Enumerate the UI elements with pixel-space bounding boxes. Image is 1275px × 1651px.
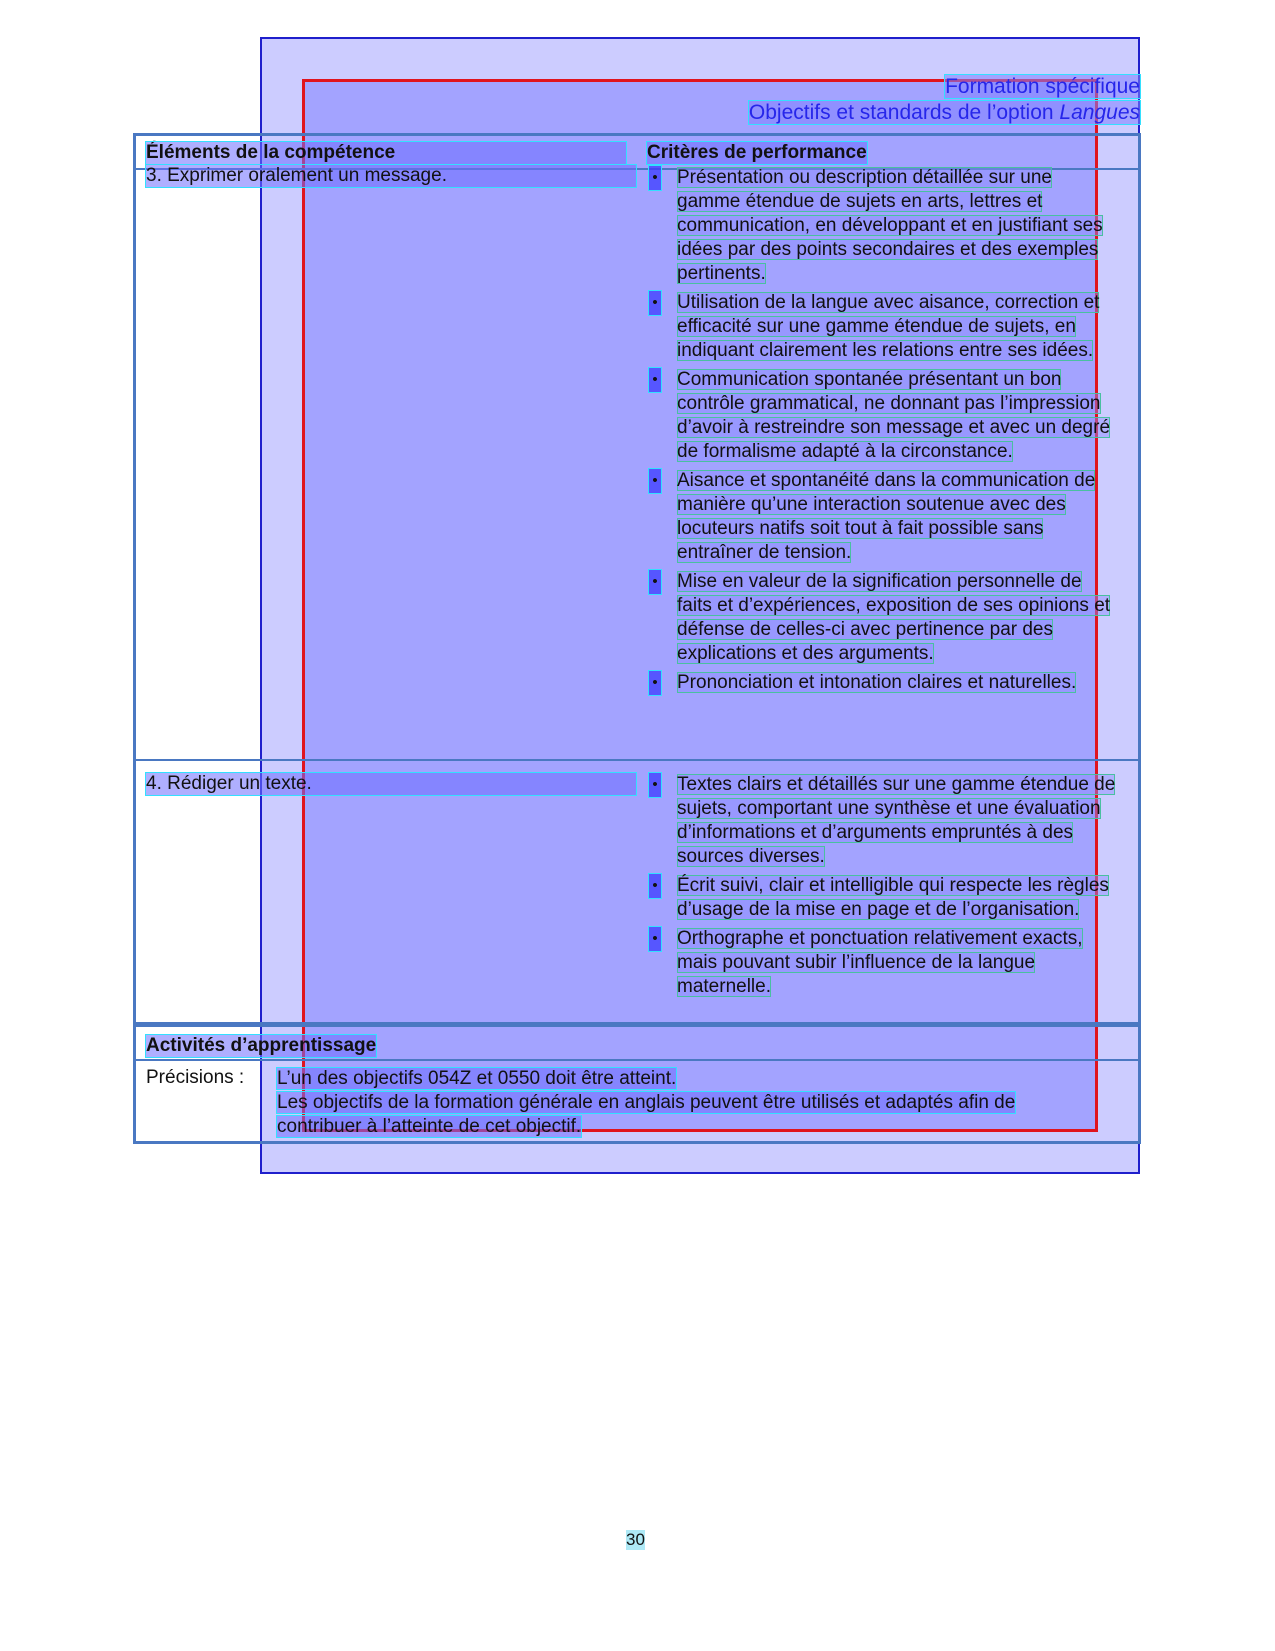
bullet-icon: • — [649, 773, 661, 797]
criterion-item — [647, 368, 1117, 464]
column-header-elements: Éléments de la compétence — [146, 142, 626, 164]
header-subtitle-text: Objectifs et standards de l’option — [748, 101, 1060, 124]
bullet-icon: • — [649, 671, 661, 695]
bullet-icon: • — [649, 291, 661, 315]
criterion-text: Présentation ou description détaillée sur une gamme étendue de sujets en arts, lettres et communication, en développant et en justifiant ses idées par des points secondaires et des exemples pertinents. — [677, 167, 1103, 284]
activities-divider — [136, 1059, 1138, 1061]
criterion-item — [647, 773, 1117, 869]
competence-table — [133, 133, 1141, 1025]
precision-line: L’un des objectifs 054Z et 0550 doit être atteint. — [277, 1068, 677, 1089]
precision-line: contribuer à l’atteinte de cet objectif. — [277, 1116, 582, 1137]
header-section-title: Formation spécifique — [945, 75, 1140, 98]
criterion-text: Orthographe et ponctuation relativement exacts, mais pouvant subir l’influence de la langue maternelle. — [677, 928, 1083, 997]
criterion-item — [647, 469, 1117, 565]
page-header — [600, 74, 1140, 126]
bullet-icon: • — [649, 927, 661, 951]
criteria-list — [647, 773, 1117, 1004]
criterion-item — [647, 166, 1117, 286]
column-header-criteria: Critères de performance — [647, 142, 867, 163]
criterion-text: Écrit suivi, clair et intelligible qui respecte les règles d’usage de la mise en page et de l’organisation. — [677, 875, 1109, 920]
criterion-item — [647, 291, 1117, 363]
row-divider — [136, 759, 1138, 761]
criterion-item — [647, 874, 1117, 922]
criterion-text: Aisance et spontanéité dans la communication de manière qu’une interaction soutenue avec des locuteurs natifs soit tout à fait possible sans entraîner de tension. — [677, 470, 1096, 563]
element-item: 4. Rédiger un texte. — [146, 773, 636, 795]
activities-table — [133, 1024, 1141, 1144]
activities-title: Activités d’apprentissage — [146, 1035, 377, 1056]
criterion-text: Prononciation et intonation claires et naturelles. — [677, 672, 1077, 693]
precisions-text — [277, 1067, 1015, 1139]
element-item: 3. Exprimer oralement un message. — [146, 165, 636, 187]
criterion-item — [647, 927, 1117, 999]
precision-line: Les objectifs de la formation générale en anglais peuvent être utilisés et adaptés afin de — [277, 1092, 1016, 1113]
criterion-item — [647, 570, 1117, 666]
header-subtitle-italic: Langues — [1059, 101, 1140, 124]
criterion-text: Utilisation de la langue avec aisance, correction et efficacité sur une gamme étendue de sujets, en indiquant clairement les relations entre ses idées. — [677, 292, 1100, 361]
bullet-icon: • — [649, 469, 661, 493]
page-number: 30 — [626, 1530, 645, 1549]
precisions-label: Précisions : — [146, 1067, 245, 1088]
criterion-item — [647, 671, 1117, 695]
criterion-text: Textes clairs et détaillés sur une gamme étendue de sujets, comportant une synthèse et une évaluation d’informations et d’arguments empruntés à des sources diverses. — [677, 774, 1116, 867]
bullet-icon: • — [649, 166, 661, 190]
bullet-icon: • — [649, 874, 661, 898]
bullet-icon: • — [649, 368, 661, 392]
criterion-text: Communication spontanée présentant un bon contrôle grammatical, ne donnant pas l’impression d’avoir à restreindre son message et avec un degré de formalisme adapté à la circonstance. — [677, 369, 1111, 462]
criterion-text: Mise en valeur de la signification personnelle de faits et d’expériences, exposition de ses opinions et défense de celles-ci avec pertinence par des explications et des arguments. — [677, 571, 1111, 664]
bullet-icon: • — [649, 570, 661, 594]
criteria-list — [647, 166, 1117, 700]
header-subtitle — [749, 101, 1140, 124]
